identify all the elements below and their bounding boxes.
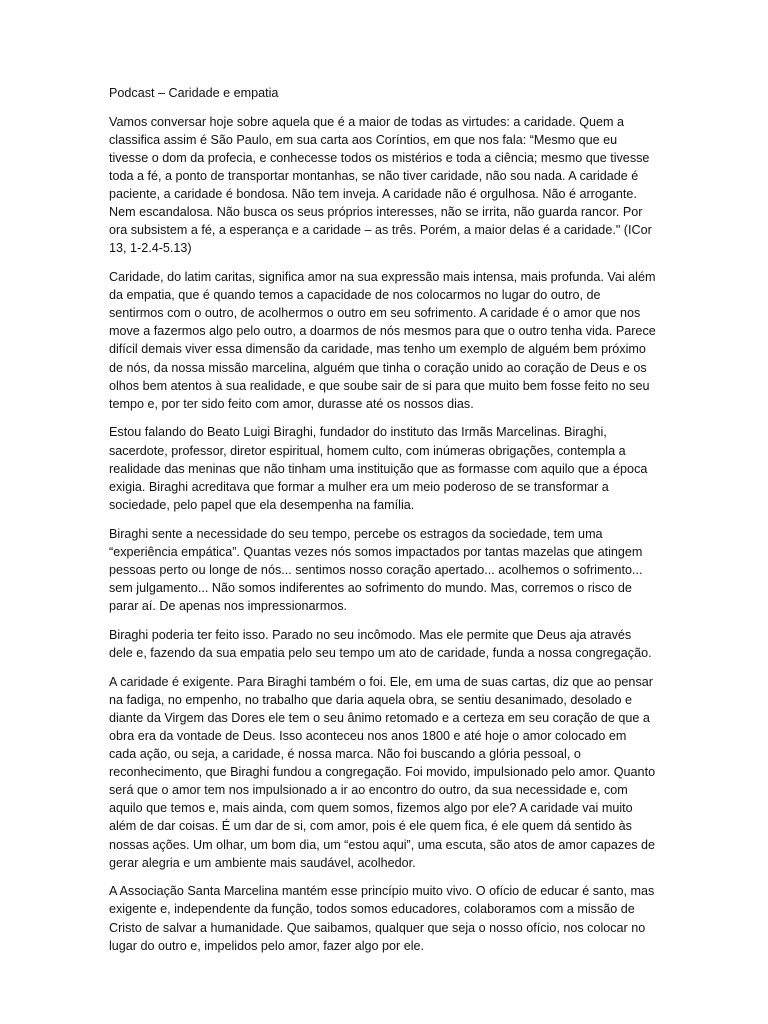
paragraph-associacao-santa-marcelina: A Associação Santa Marcelina mantém esse princípio muito vivo. O ofício de educar é santo, mas exigente e, independente da função, todos somos educadores, colaboramos com a missão de Cristo de salvar a humanidade. Que saibamos, qualquer que seja o nosso ofício, nos colocar no lugar do outro e, impelidos pelo amor, fazer algo por ele. [109,884,655,953]
paragraph-beato-biraghi: Estou falando do Beato Luigi Biraghi, fundador do instituto das Irmãs Marcelinas. Biraghi, sacerdote, professor, diretor espiritual, homem culto, com inúmeras obrigações, contempla a realidade das meninas que não tinham uma instituição que as formasse com aquilo que a época exigia. Biraghi acreditava que formar a mulher era um meio poderoso de se transformar a sociedade, pelo papel que ela desempenha na família. [109,425,648,512]
document-page [109,84,657,965]
paragraph-definicao-caridade: Caridade, do latim caritas, significa amor na sua expressão mais intensa, mais profunda. Vai além da empatia, que é quando temos a capacidade de nos colocarmos no lugar do outro, de sentirmos com o outro, de acolhermos o outro em seu sofrimento. A caridade é o amor que nos move a fazermos algo pelo outro, a doarmos de nós mesmos para que o outro tenha vida. Parece difícil demais viver essa dimensão da caridade, mas tenho um exemplo de alguém bem próximo de nós, da nossa missão marcelina, alguém que tinha o coração unido ao coração de Deus e os olhos bem atentos à sua realidade, e que soube sair de si para que muito bem fosse feito no seu tempo e, por ter sido feito com amor, durasse até os nossos dias. [109,270,656,411]
paragraph-funda-congregacao: Biraghi poderia ter feito isso. Parado no seu incômodo. Mas ele permite que Deus aja através dele e, fazendo da sua empatia pelo seu tempo um ato de caridade, funda a nossa congregação. [109,627,652,660]
document-title: Podcast – Caridade e empatia [109,86,279,100]
paragraph-intro-caridade: Vamos conversar hoje sobre aquela que é a maior de todas as virtudes: a caridade. Quem a classifica assim é São Paulo, em sua carta aos Coríntios, em que nos fala: “Mesmo que eu tivesse o dom da profecia, e conhecesse todos os mistérios e toda a ciência; mesmo que tivesse toda a fé, a ponto de transportar montanhas, se não tiver caridade, não sou nada. A caridade é paciente, a caridade é bondosa. Não tem inveja. A caridade não é orgulhosa. Não é arrogante. Nem escandalosa. Não busca os seus próprios interesses, não se irrita, não guarda rancor. Por ora subsistem a fé, a esperança e a caridade – as três. Porém, a maior delas é a caridade." (ICor 13, 1-2.4-5.13) [109,114,652,256]
paragraph-experiencia-empatica: Biraghi sente a necessidade do seu tempo, percebe os estragos da sociedade, tem uma “experiência empática”. Quantas vezes nós somos impactados por tantas mazelas que atingem pessoas perto ou longe de nós... sentimos nosso coração apertado... acolhemos o sofrimento... sem julgamento... Não somos indiferentes ao sofrimento do mundo. Mas, corremos o risco de parar aí. De apenas nos impressionarmos. [109,526,643,613]
paragraph-caridade-exigente: A caridade é exigente. Para Biraghi também o foi. Ele, em uma de suas cartas, diz que ao pensar na fadiga, no empenho, no trabalho que daria aquela obra, se sentiu desanimado, desolado e diante da Virgem das Dores ele tem o seu ânimo retomado e a certeza em seu coração de que a obra era da vontade de Deus. Isso aconteceu nos anos 1800 e até hoje o amor colocado em cada ação, ou seja, a caridade, é nossa marca. Não foi buscando a glória pessoal, o reconhecimento, que Biraghi fundou a congregação. Foi movido, impulsionado pelo amor. Quanto será que o amor tem nos impulsionado a ir ao encontro do outro, da sua necessidade e, com aquilo que temos e, mais ainda, com quem somos, fizemos algo por ele? A caridade vai muito além de dar coisas. É um dar de si, com amor, pois é ele quem fica, é ele quem dá sentido às nossas ações. Um olhar, um bom dia, um “estou aqui”, uma escuta, são atos de amor capazes de gerar alegria e um ambiente mais saudável, acolhedor. [109,674,656,870]
